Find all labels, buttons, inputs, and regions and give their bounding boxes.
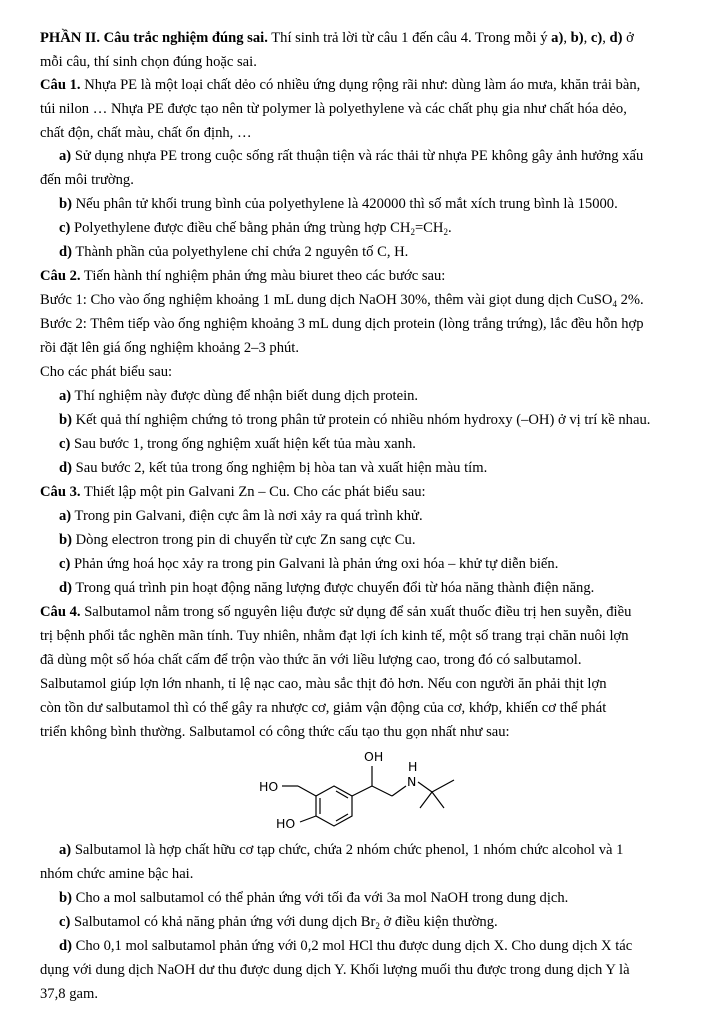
q3-stem: Câu 3. Thiết lập một pin Galvani Zn – Cu. Cho các phát biểu sau: xyxy=(40,484,426,500)
q1-option-a: a) Sử dụng nhựa PE trong cuộc sống rất thuận tiện và rác thải từ nhựa PE không gây ảnh hưởng xấu đến môi trường. xyxy=(40,148,644,188)
oh-top-label: OH xyxy=(364,749,384,764)
q2-option-c: c) Sau bước 1, trong ống nghiệm xuất hiện kết tủa màu xanh. xyxy=(59,436,416,452)
q4-label: Câu 4. xyxy=(40,604,81,620)
q3-label: Câu 3. xyxy=(40,484,81,500)
part2-intro: PHẦN II. Câu trắc nghiệm đúng sai. Thí sinh trả lời từ câu 1 đến câu 4. Trong mỗi ý a), b), c), d) ở mỗi câu, thí sinh chọn đúng hoặc sai. xyxy=(40,30,634,70)
q2-option-b: b) Kết quả thí nghiệm chứng tỏ trong phân tử protein có nhiều nhóm hydroxy (–OH) ở vị trí kề nhau. xyxy=(59,412,651,428)
q4-option-c: c) Salbutamol có khả năng phản ứng với dung dịch $Br_2$ ở điều kiện thường. xyxy=(59,914,498,931)
q3-option-c: c) Phản ứng hoá học xảy ra trong pin Galvani là phản ứng oxi hóa – khử tự diễn biến. xyxy=(59,556,559,572)
q1-stem: Câu 1. Nhựa PE là một loại chất dẻo có nhiều ứng dụng rộng rãi như: dùng làm áo mưa, khăn trải bàn, túi nilon … Nhựa PE được tạo nên từ polymer là polyethylene và các chất phụ gia như chất hóa dẻo, chất độn, chất màu, chất ổn định, … xyxy=(40,77,641,141)
q4-option-d: d) Cho 0,1 mol salbutamol phản ứng với 0,2 mol HCl thu được dung dịch X. Cho dung dịch X tác dụng với dung dịch NaOH dư thu được dung dịch Y. Khối lượng muối thu được trong dung dịch Y là 37,8 gam. xyxy=(40,938,633,1002)
n-label: N xyxy=(407,774,417,789)
q4-stem: Câu 4. Salbutamol nằm trong số nguyên liệu được sử dụng để sản xuất thuốc điều trị hen suyễn, điều trị bệnh phổi tắc nghẽn mãn tính. Tuy nhiên, nhằm đạt lợi ích kinh tế, một số trang trại chăn nuôi lợn đã dùng một số hóa chất cấm để trộn vào thức ăn với liều lượng cao, trong đó có salbutamol. Salbutamol giúp lợn lớn nhanh, tỉ lệ nạc cao, màu sắc thịt đỏ hơn. Nếu con người ăn phải thịt lợn còn tồn dư salbutamol thì có thể gây ra nhược cơ, giảm vận động của cơ, khớp, khiến cơ thể phát triển không bình thường. Salbutamol có công thức cấu tạo thu gọn nhất như sau: xyxy=(40,604,632,740)
q2-option-a: a) Thí nghiệm này được dùng để nhận biết dung dịch protein. xyxy=(59,388,419,404)
h-label: H xyxy=(408,759,418,774)
q3-option-d: d) Trong quá trình pin hoạt động năng lượng được chuyển đổi từ hóa năng thành điện năng. xyxy=(59,580,595,596)
q1-label: Câu 1. xyxy=(40,77,81,93)
q4-option-b: b) Cho a mol salbutamol có thể phản ứng với tối đa với 3a mol NaOH trong dung dịch. xyxy=(59,890,569,906)
q2-label: Câu 2. xyxy=(40,268,81,284)
q1-option-d: d) Thành phần của polyethylene chỉ chứa 2 nguyên tố C, H. xyxy=(59,244,409,260)
q3-option-a: a) Trong pin Galvani, điện cực âm là nơi xảy ra quá trình khử. xyxy=(59,508,423,524)
ho-lower-label: HO xyxy=(276,816,296,831)
part2-heading: PHẦN II. Câu trắc nghiệm đúng sai. xyxy=(40,30,268,46)
q1-option-c: c) Polyethylene được điều chế bằng phản ứng trùng hợp $CH_2=CH_2$. xyxy=(59,220,452,237)
q2-option-d: d) Sau bước 2, kết tủa trong ống nghiệm bị hòa tan và xuất hiện màu tím. xyxy=(59,460,488,476)
ho-upper-label: HO xyxy=(259,779,279,794)
q4-option-a: a) Salbutamol là hợp chất hữu cơ tạp chức, chứa 2 nhóm chức phenol, 1 nhóm chức alcohol và 1 nhóm chức amine bậc hai. xyxy=(40,842,624,882)
q1-option-b: b) Nếu phân tử khối trung bình của polyethylene là 420000 thì số mắt xích trung bình là 15000. xyxy=(59,196,618,212)
q2-stem: Câu 2. Tiến hành thí nghiệm phản ứng màu biuret theo các bước sau: Bước 1: Cho vào ống nghiệm khoảng 1 mL dung dịch NaOH 30%, thêm vài giọt dung dịch CuSO$_4$ 2%. Bước 2: Thêm tiếp vào ống nghiệm khoảng 3 mL dung dịch protein (lòng trắng trứng), lắc đều hỗn hợp rồi đặt lên giá ống nghiệm khoảng 2–3 phút. Cho các phát biểu sau: xyxy=(40,268,644,380)
q3-option-b: b) Dòng electron trong pin di chuyển từ cực Zn sang cực Cu. xyxy=(59,532,416,548)
salbutamol-structure xyxy=(240,738,480,838)
